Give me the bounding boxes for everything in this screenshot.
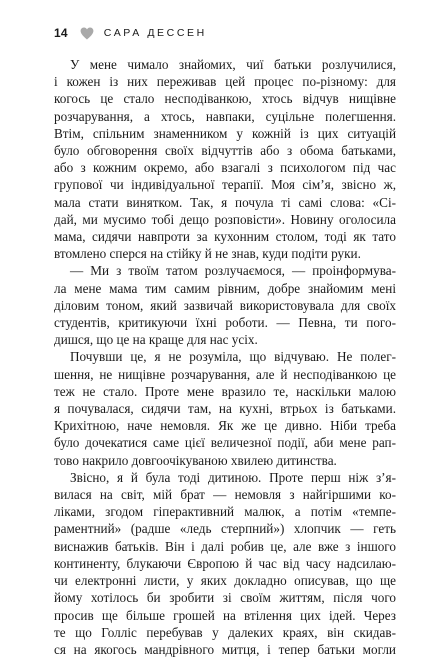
text-line: ла мене мама тим самим рівним, добре знайомим мені	[54, 280, 396, 296]
text-line: було обговорення своїх відчуттів або з обома батьками,	[54, 143, 396, 159]
paragraph	[54, 348, 396, 468]
text-line: втомлено сперся на стійку й не знав, куди подіти руки.	[54, 246, 361, 262]
text-line: групової чи індивідуальної терапії. Моя сім’я, звісно ж,	[54, 177, 396, 193]
text-line: тово накрило довгоочікуваною хвилею дитинства.	[54, 452, 337, 468]
text-line: — Ми з твоїм татом розлучаємося, — проінформува-	[70, 263, 396, 279]
text-line: когось це стало несподіванкою, хтось відчув нищівне	[54, 91, 396, 107]
text-line: дишся, що це на краще для нас усіх.	[54, 332, 258, 348]
paragraph	[54, 469, 396, 658]
text-line: раментний» (радше «ледь стерпний») хлопчик — геть	[54, 521, 396, 537]
text-line: дай, ми мусимо тобі дещо розповісти». Новину оголосила	[54, 211, 396, 227]
text-line: і кожен із них переживав цей процес по-різному: для	[54, 74, 396, 90]
text-line: вилася на світ, мій брат — немовля з найгіршими ко-	[54, 487, 396, 503]
heart-icon	[80, 27, 94, 40]
text-line: мала стати винятком. Так, я почула ті самі слова: «Сі-	[54, 194, 396, 210]
text-line: студентів, критикуючи їхні роботи. — Певна, ти пого-	[54, 315, 396, 331]
text-line: просив ще більше грошей на втілення цих ідей. Через	[54, 607, 396, 623]
paragraph	[54, 262, 396, 348]
text-line: я почувалася, сидячи там, на кухні, втрьох із батьками.	[54, 401, 396, 417]
text-line: або з кожним окремо, або взагалі з психологом під час	[54, 160, 396, 176]
text-line: було дочекатися саме цієї величезної події, аби мене рап-	[54, 435, 396, 451]
text-line: континенту, блукаючи Європою й час від часу надсилаю-	[54, 555, 396, 571]
text-line: Крихітною, наче немовля. Як же це дивно. Ніби треба	[54, 418, 396, 434]
text-line: Звісно, я й була тоді дитиною. Проте перш ніж з’я-	[70, 469, 396, 485]
page-header	[54, 24, 396, 42]
book-page	[54, 24, 396, 658]
text-line: чи електронні листи, у яких докладно описував, що ще	[54, 573, 396, 589]
paragraph	[54, 56, 396, 262]
text-line: ся на якогось мандрівного митця, і тепер батьки могли	[54, 641, 396, 657]
text-line: розчарування, а хтось, навпаки, суцільне полегшення.	[54, 108, 396, 124]
page-number: 14	[54, 26, 68, 40]
text-line: У мене чимало знайомих, чиї батьки розлучилися,	[70, 57, 396, 72]
running-head-author: САРА ДЕССЕН	[103, 27, 207, 39]
text-line: шення, не нищівне розчарування, але й несподіванкою це	[54, 366, 396, 382]
text-line: те що Голліс перебував у далеких краях, він скидав-	[54, 624, 396, 640]
text-line: ліками, згодом гіперактивний малюк, а потім «темпе-	[54, 504, 396, 520]
text-line: Почувши це, я не розуміла, що відчуваю. Не полег-	[70, 349, 396, 365]
text-line: теж не стало. Проте мене вразило те, наскільки малою	[54, 383, 396, 399]
text-line: виснажив батьків. Він і далі робив це, але вже з іншого	[54, 538, 396, 554]
text-line: діловим тоном, який зазвичай використовувала для своїх	[54, 297, 396, 313]
text-line: Втім, спільним знаменником у кожній із цих ситуацій	[54, 125, 396, 141]
text-line: мама, сидячи навпроти за кухонним столом, тоді як тато	[54, 229, 396, 245]
body-text	[54, 56, 396, 658]
text-line: йому хотілось би зробити зі своїм життям, після чого	[54, 590, 396, 606]
